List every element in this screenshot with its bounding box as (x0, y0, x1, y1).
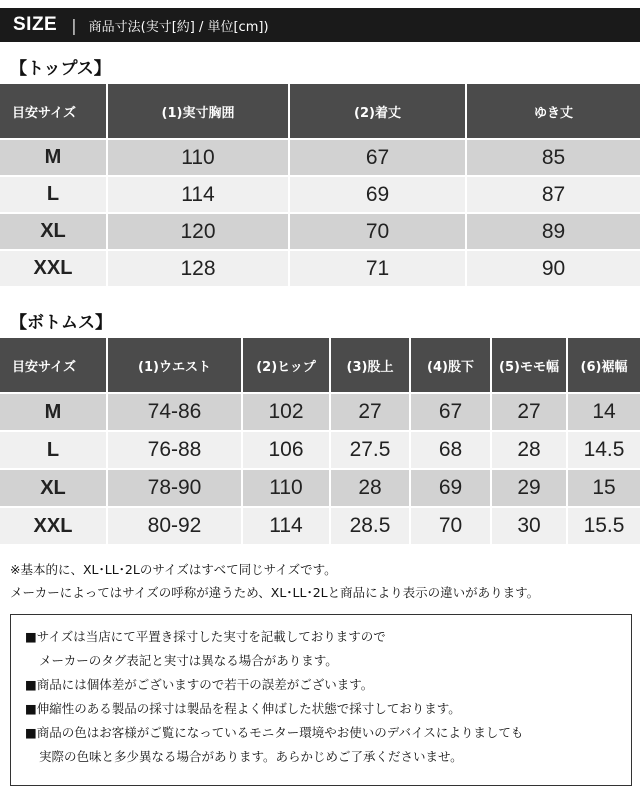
bottoms-header-waist: (1)ウエスト (108, 338, 243, 392)
value-cell: 30 (492, 506, 568, 544)
value-cell: 87 (467, 175, 640, 212)
value-cell: 120 (108, 212, 290, 249)
table-row (0, 249, 640, 286)
header-separator: | (71, 15, 77, 35)
note-line: ※基本的に、XL･LL･2Lのサイズはすべて同じサイズです。 (10, 562, 337, 577)
value-cell: 78-90 (108, 468, 243, 506)
size-cell: L (0, 175, 108, 212)
size-notes (10, 558, 539, 604)
bottoms-header-inseam: (4)股下 (411, 338, 492, 392)
unit-text: 商品寸法(実寸[約] / 単位[cm]) (88, 19, 269, 35)
value-cell: 71 (290, 249, 467, 286)
value-cell: 14.5 (568, 430, 640, 468)
value-cell: 29 (492, 468, 568, 506)
value-cell: 28 (331, 468, 411, 506)
value-cell: 69 (411, 468, 492, 506)
tops-header-length: (2)着丈 (290, 84, 467, 138)
notice-item: 実際の色味と多少異なる場合があります。あらかじめご了承くださいませ。 (39, 749, 463, 764)
size-cell: XXL (0, 506, 108, 544)
size-label: SIZE (13, 14, 58, 35)
bottoms-header-hip: (2)ヒップ (243, 338, 331, 392)
value-cell: 27.5 (331, 430, 411, 468)
tops-size-table (0, 84, 640, 286)
tops-section-title: 【トップス】 (10, 59, 111, 79)
size-cell: XXL (0, 249, 108, 286)
size-cell: XL (0, 212, 108, 249)
notice-item: メーカーのタグ表記と実寸は異なる場合があります。 (39, 653, 338, 668)
value-cell: 114 (108, 175, 290, 212)
notice-item: ■商品の色はお客様がご覧になっているモニター環境やお使いのデバイスによりましても (25, 725, 524, 740)
size-header-bar (0, 8, 640, 42)
value-cell: 110 (243, 468, 331, 506)
bottoms-header-thigh: (5)モモ幅 (492, 338, 568, 392)
value-cell: 28.5 (331, 506, 411, 544)
value-cell: 90 (467, 249, 640, 286)
value-cell: 69 (290, 175, 467, 212)
bottoms-section-title: 【ボトムス】 (10, 313, 112, 333)
value-cell: 15 (568, 468, 640, 506)
value-cell: 114 (243, 506, 331, 544)
value-cell: 102 (243, 392, 331, 430)
value-cell: 68 (411, 430, 492, 468)
value-cell: 106 (243, 430, 331, 468)
value-cell: 80-92 (108, 506, 243, 544)
table-row (0, 175, 640, 212)
table-row (0, 430, 640, 468)
size-cell: XL (0, 468, 108, 506)
note-line: メーカーによってはサイズの呼称が違うため、XL･LL･2Lと商品により表示の違いがあります。 (10, 585, 540, 600)
value-cell: 27 (331, 392, 411, 430)
bottoms-header-hem: (6)裾幅 (568, 338, 640, 392)
value-cell: 70 (290, 212, 467, 249)
bottoms-header-size: 目安サイズ (0, 338, 108, 392)
value-cell: 15.5 (568, 506, 640, 544)
value-cell: 74-86 (108, 392, 243, 430)
value-cell: 110 (108, 138, 290, 175)
value-cell: 14 (568, 392, 640, 430)
tops-header-size: 目安サイズ (0, 84, 108, 138)
notice-item: ■サイズは当店にて平置き採寸した実寸を記載しておりますので (25, 629, 386, 644)
bottoms-header-row (0, 338, 640, 392)
tops-header-sleeve: ゆき丈 (467, 84, 640, 138)
table-row (0, 212, 640, 249)
tops-header-chest: (1)実寸胸囲 (108, 84, 290, 138)
value-cell: 89 (467, 212, 640, 249)
size-cell: M (0, 392, 108, 430)
size-cell: L (0, 430, 108, 468)
table-row (0, 138, 640, 175)
bottoms-header-rise: (3)股上 (331, 338, 411, 392)
size-cell: M (0, 138, 108, 175)
value-cell: 85 (467, 138, 640, 175)
value-cell: 76-88 (108, 430, 243, 468)
value-cell: 67 (290, 138, 467, 175)
bottoms-size-table (0, 338, 640, 544)
tops-header-row (0, 84, 640, 138)
value-cell: 128 (108, 249, 290, 286)
notice-box (10, 614, 632, 786)
table-row (0, 506, 640, 544)
value-cell: 70 (411, 506, 492, 544)
value-cell: 28 (492, 430, 568, 468)
notice-item: ■伸縮性のある製品の採寸は製品を程よく伸ばした状態で採寸しております。 (25, 701, 461, 716)
value-cell: 67 (411, 392, 492, 430)
value-cell: 27 (492, 392, 568, 430)
table-row (0, 392, 640, 430)
notice-item: ■商品には個体差がございますので若干の誤差がございます。 (25, 677, 374, 692)
table-row (0, 468, 640, 506)
